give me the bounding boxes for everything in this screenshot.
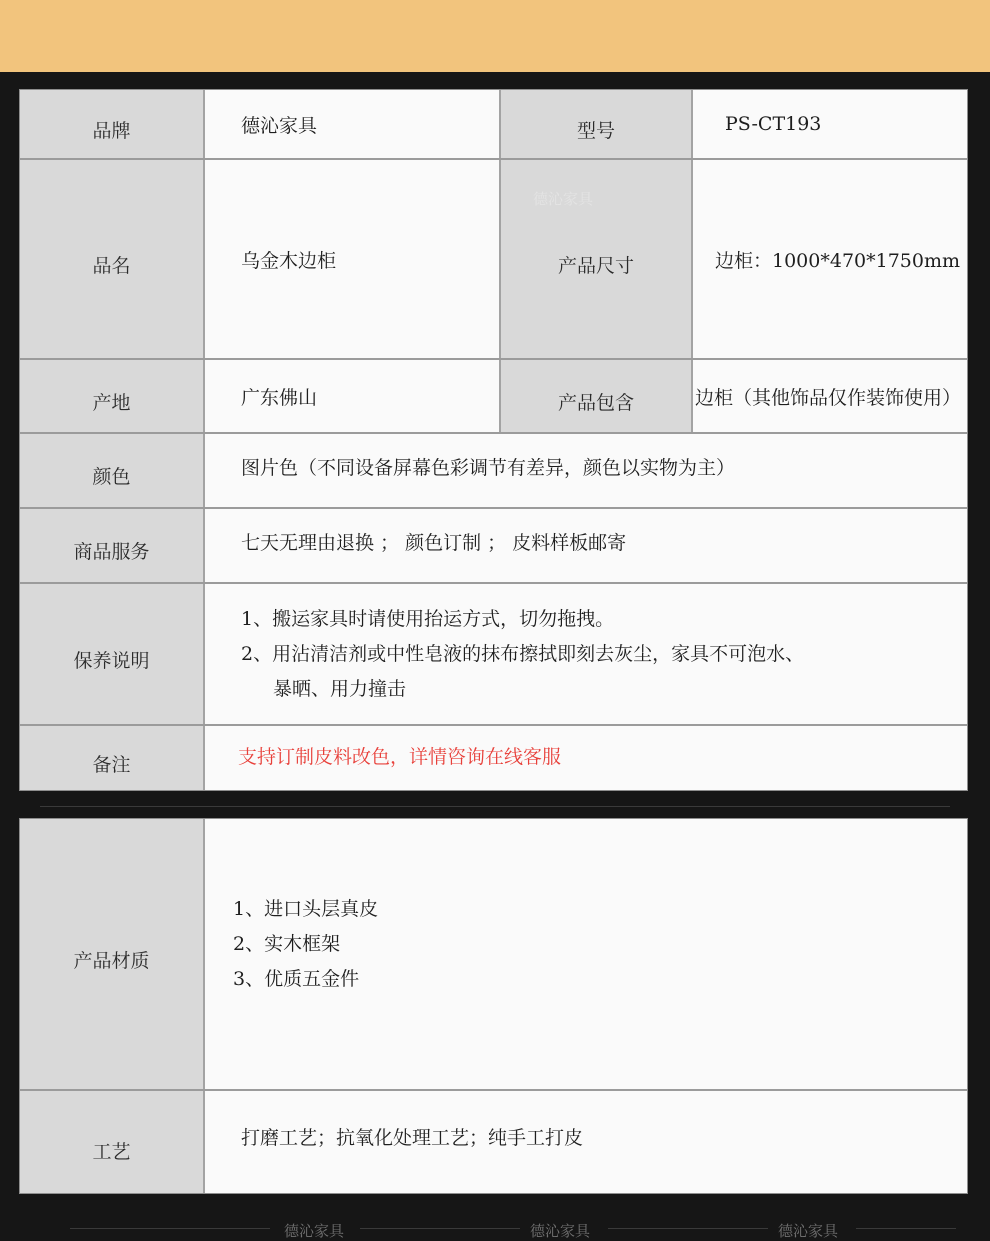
color-label: 颜色: [20, 434, 203, 507]
table-row-care: [20, 584, 967, 726]
model-label: 型号: [499, 90, 691, 158]
watermark: 德沁家具: [530, 1222, 591, 1240]
care-line: 1、搬运家具时请使用抬运方式，切勿拖拽。: [241, 607, 615, 630]
material-line: 1、进口头层真皮: [233, 897, 379, 920]
name-label: 品名: [20, 160, 203, 358]
product-spec-table: [19, 89, 968, 791]
material-table: [19, 818, 968, 1194]
origin-label: 产地: [20, 360, 203, 432]
model-value: PS-CT193: [691, 90, 967, 158]
service-value: 七天无理由退换 ； 颜色订制 ； 皮料样板邮寄: [203, 509, 967, 582]
craft-value: 打磨工艺；抗氧化处理工艺；纯手工打皮: [203, 1091, 967, 1193]
material-line: 3、优质五金件: [233, 967, 360, 990]
material-line: 2、实木框架: [233, 932, 341, 955]
watermark: 德沁家具: [284, 1222, 345, 1240]
craft-label: 工艺: [20, 1091, 203, 1193]
table-row-service: [20, 509, 967, 584]
includes-label: 产品包含: [499, 360, 691, 432]
origin-value: 广东佛山: [203, 360, 499, 432]
table-row-material: [20, 819, 967, 1091]
service-label: 商品服务: [20, 509, 203, 582]
watermark: 德沁家具: [533, 190, 594, 208]
size-value: 边柜：1000*470*1750mm: [691, 160, 967, 358]
table-row-color: [20, 434, 967, 509]
remark-label: 备注: [20, 726, 203, 790]
color-value: 图片色（不同设备屏幕色彩调节有差异，颜色以实物为主）: [203, 434, 967, 507]
material-text: [203, 819, 967, 1089]
table-row-remark: [20, 726, 967, 790]
table-row-craft: [20, 1091, 967, 1193]
divider: [608, 1228, 768, 1229]
care-label: 保养说明: [20, 584, 203, 724]
includes-value: 边柜（其他饰品仅作装饰使用）: [691, 360, 967, 432]
care-text: [203, 584, 967, 724]
divider: [70, 1228, 270, 1229]
top-banner: [0, 0, 990, 72]
watermark: 德沁家具: [778, 1222, 839, 1240]
divider: [40, 806, 950, 807]
care-line: 2、用沾清洁剂或中性皂液的抹布擦拭即刻去灰尘，家具不可泡水、: [241, 642, 805, 665]
size-label: 产品尺寸: [499, 160, 691, 358]
table-row-brand: [20, 90, 967, 160]
table-row-origin: [20, 360, 967, 434]
divider: [360, 1228, 520, 1229]
name-value: 乌金木边柜: [203, 160, 499, 358]
brand-value: 德沁家具: [203, 90, 499, 158]
divider: [856, 1228, 956, 1229]
table-row-name: [20, 160, 967, 360]
care-line: 暴晒、用力撞击: [273, 677, 407, 700]
material-label: 产品材质: [20, 819, 203, 1089]
brand-label: 品牌: [20, 90, 203, 158]
remark-value: 支持订制皮料改色，详情咨询在线客服: [203, 726, 967, 790]
